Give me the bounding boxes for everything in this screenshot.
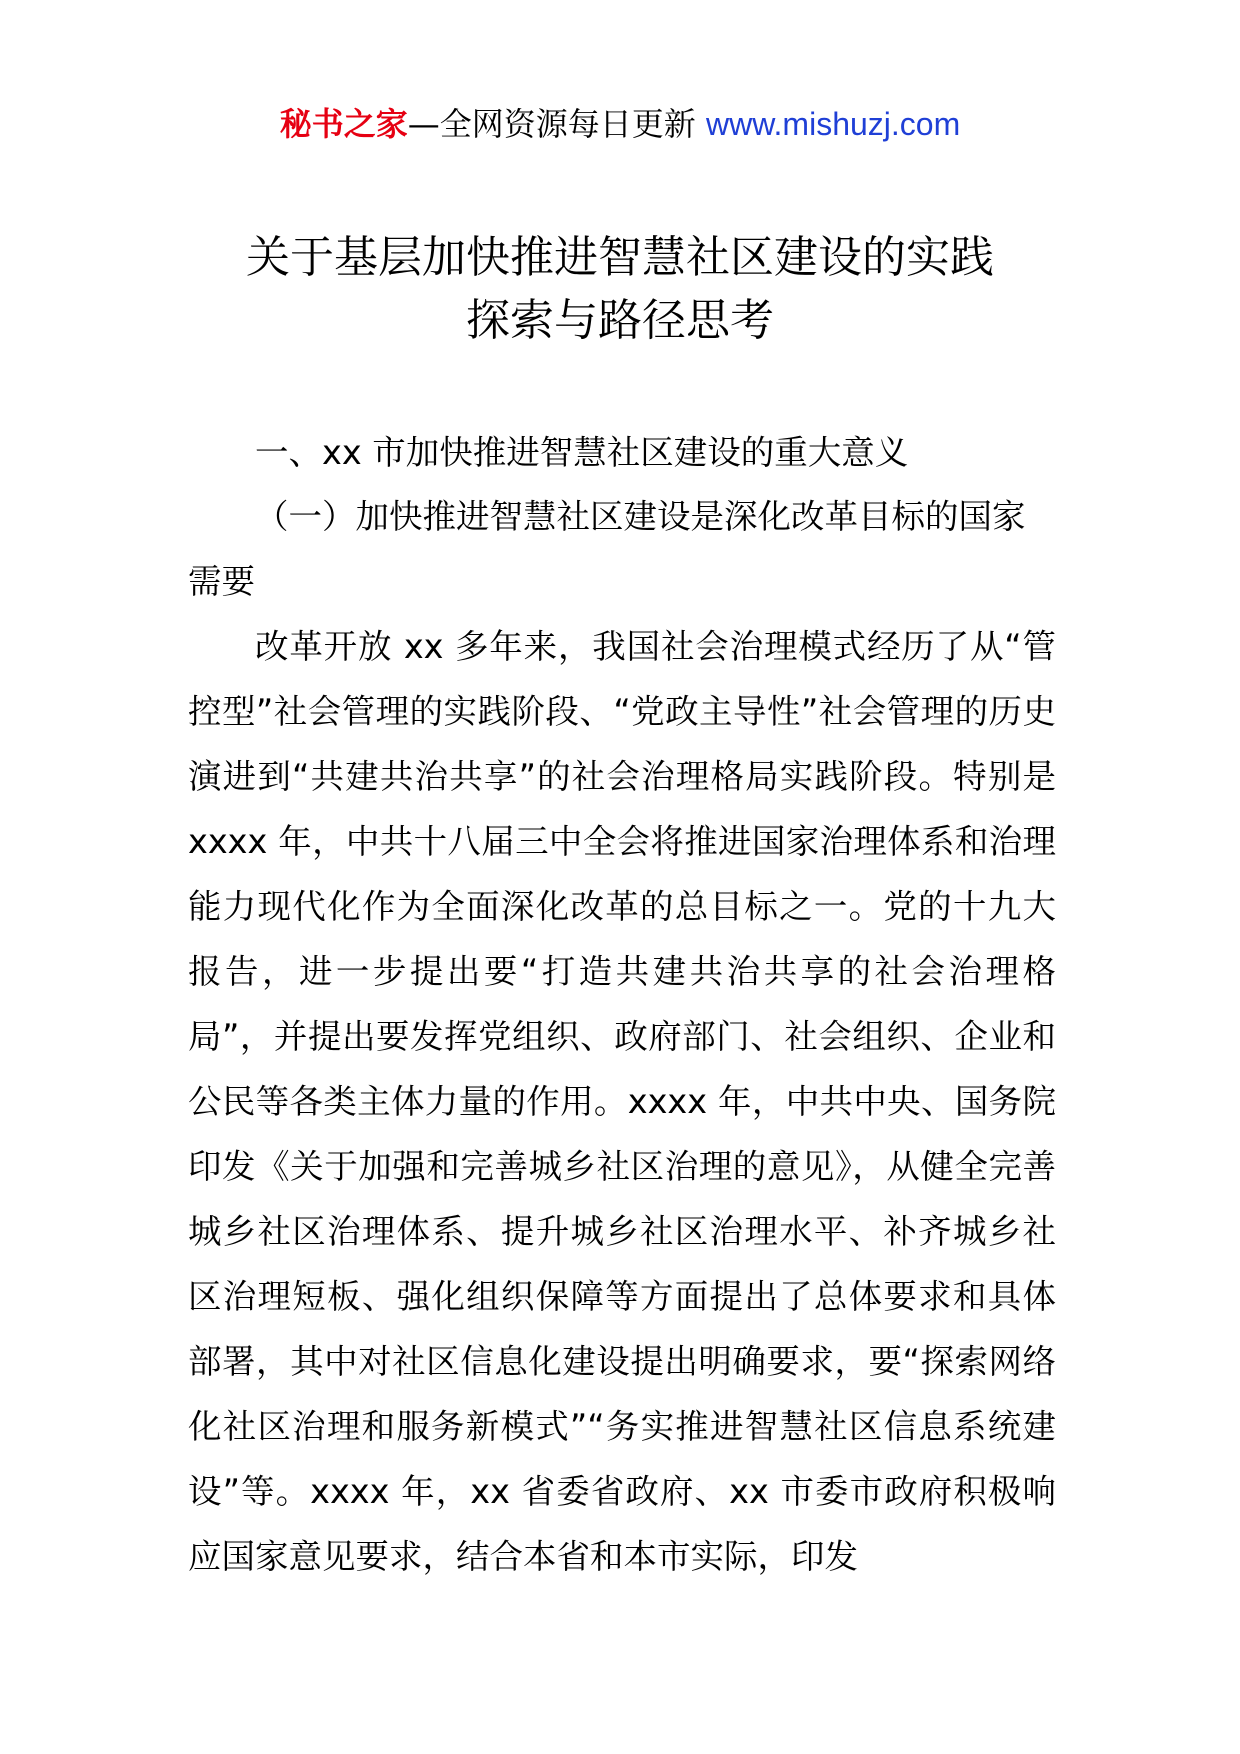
subsection-heading: （一）加快推进智慧社区建设是深化改革目标的国家需要 — [188, 497, 1026, 601]
site-header — [0, 104, 1240, 144]
site-url-link[interactable]: www.mishuzj.com — [705, 106, 961, 142]
title-line-1: 关于基层加快推进智慧社区建设的实践 — [246, 232, 994, 283]
document-title — [140, 226, 1100, 352]
title-line-2: 探索与路径思考 — [466, 295, 774, 346]
body-paragraph: 改革开放 xx 多年来，我国社会治理模式经历了从“管控型”社会管理的实践阶段、“党政主导性”社会管理的历史演进到“共建共治共享”的社会治理格局实践阶段。特别是 xxxx 年，中共十八届三中全会将推进国家治理体系和治理能力现代化作为全面深化改革的总目标之一。党的十九大报告，进一步提出要“打造共建共治共享的社会治理格局”，并提出要发挥党组织、政府部门、社会组织、企业和公民等各类主体力量的作用。xxxx 年，中共中央、国务院印发《关于加强和完善城乡社区治理的意见》，从健全完善城乡社区治理体系、提升城乡社区治理水平、补齐城乡社区治理短板、强化组织保障等方面提出了总体要求和具体部署，其中对社区信息化建设提出明确要求，要“探索网络化社区治理和服务新模式”“务实推进智慧社区信息系统建设”等。xxxx 年，xx 省委省政府、xx 市委市政府积极响应国家意见要求，结合本省和本市实际，印发 — [188, 627, 1056, 1576]
section-heading: 一、xx 市加快推进智慧社区建设的重大意义 — [255, 433, 909, 472]
site-brand: 秘书之家 — [279, 105, 408, 143]
site-tagline: —全网资源每日更新 — [407, 105, 706, 143]
